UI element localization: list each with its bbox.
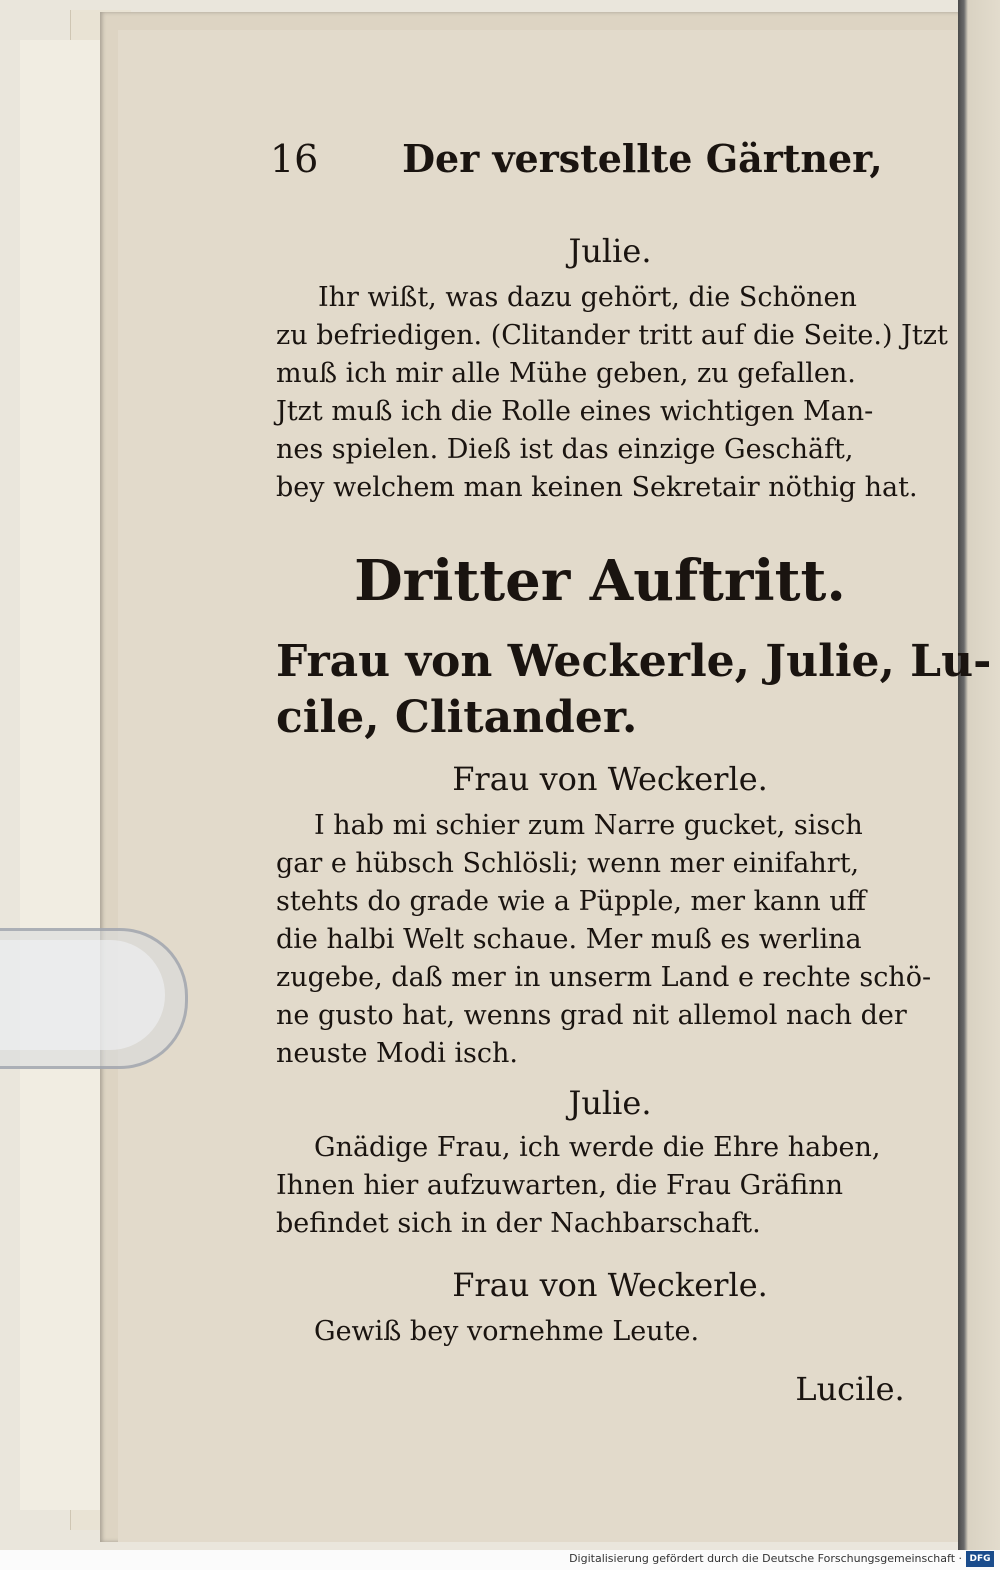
text-line: Jtzt muß ich die Rolle eines wichtigen Man- (276, 396, 874, 427)
scanner-clip-highlight (0, 940, 165, 1050)
cast-line: cile, Clitander. (276, 692, 638, 743)
speaker-name: Julie. (568, 1084, 652, 1122)
text-line: neuste Modi isch. (276, 1038, 519, 1069)
text-line: ne gusto hat, wenns grad nit allemol nach der (276, 1000, 907, 1031)
speaker-name: Frau von Weckerle. (452, 1266, 768, 1304)
text-line: Gnädige Frau, ich werde die Ehre haben, (314, 1132, 881, 1163)
text-line: gar e hübsch Schlösli; wenn mer einifahrt, (276, 848, 860, 879)
text-line: muß ich mir alle Mühe geben, zu gefallen. (276, 358, 856, 389)
text-line: I hab mi schier zum Narre gucket, sisch (314, 810, 863, 841)
text-line: Gewiß bey vornehme Leute. (314, 1316, 700, 1347)
text-line: befindet sich in der Nachbarschaft. (276, 1208, 761, 1239)
cast-line: Frau von Weckerle, Julie, Lu- (276, 636, 992, 687)
speaker-name: Frau von Weckerle. (452, 760, 768, 798)
text-line: nes spielen. Dieß ist das einzige Geschäft, (276, 434, 854, 465)
text-line: Ihnen hier aufzuwarten, die Frau Gräfinn (276, 1170, 844, 1201)
text-line: Ihr wißt, was dazu gehört, die Schönen (318, 282, 857, 313)
dfg-logo: DFG (966, 1551, 994, 1567)
text-line: bey welchem man keinen Sekretair nöthig hat. (276, 472, 918, 503)
text-line: zu befriedigen. (Clitander tritt auf die Seite.) Jtzt (276, 320, 948, 351)
text-line: stehts do grade wie a Püpple, mer kann uff (276, 886, 866, 917)
book-spine-edge (958, 0, 1000, 1570)
page-number: 16 (270, 137, 319, 181)
text-line: die halbi Welt schaue. Mer muß es werlina (276, 924, 862, 955)
speaker-name: Lucile. (795, 1370, 905, 1408)
text-line: zugebe, daß mer in unserm Land e rechte schö- (276, 962, 932, 993)
running-header (270, 136, 930, 181)
running-title: Der verstellte Gärtner, (402, 136, 883, 181)
scene-title: Dritter Auftritt. (354, 548, 846, 614)
speaker-name: Julie. (568, 232, 652, 270)
underlying-page (20, 40, 101, 1510)
funding-notice: Digitalisierung gefördert durch die Deutsche Forschungsgemeinschaft · (569, 1552, 962, 1565)
